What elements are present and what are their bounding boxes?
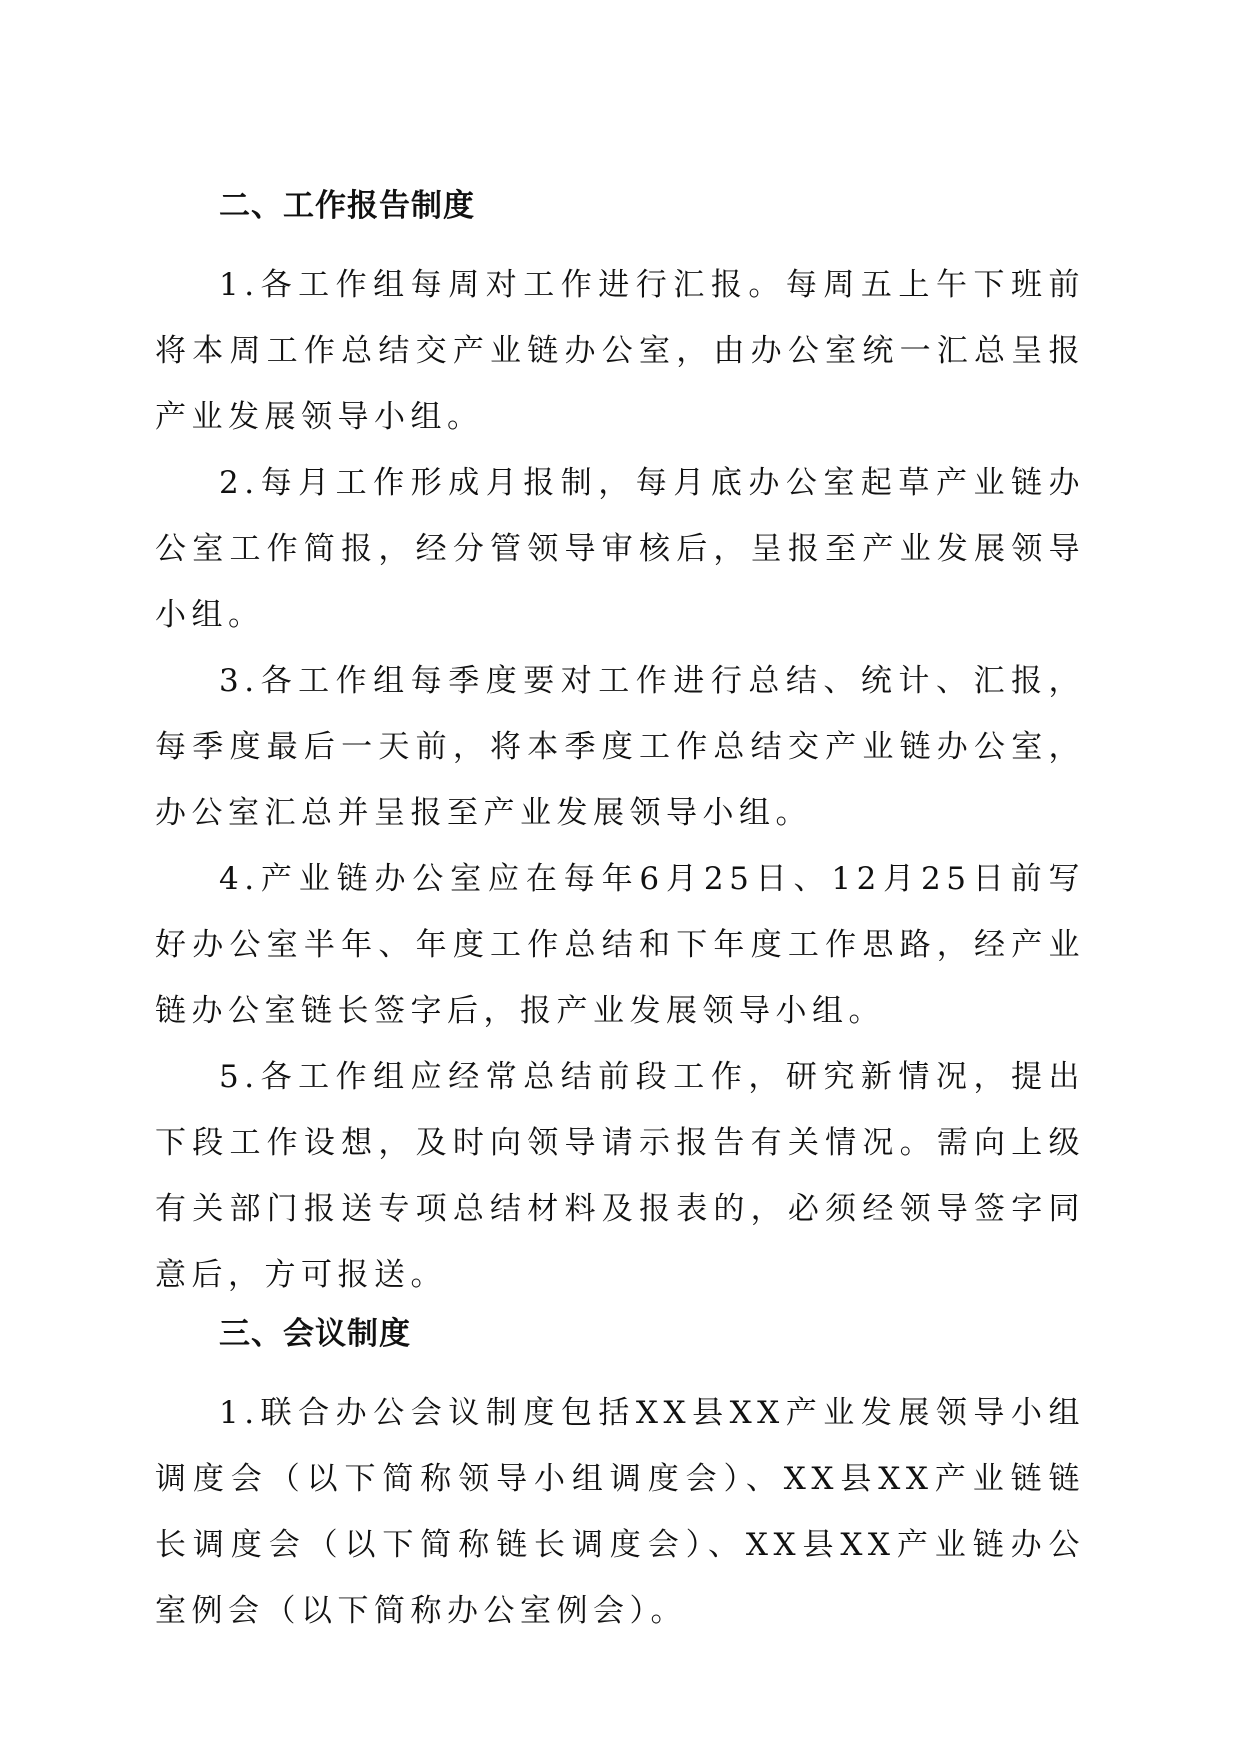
paragraph-report-special: 5.各工作组应经常总结前段工作，研究新情况，提出下段工作设想，及时向领导请示报告有关情况。需向上级有关部门报送专项总结材料及报表的，必须经领导签字同意后，方可报送。 xyxy=(155,1059,1085,1293)
paragraph-report-quarterly: 3.各工作组每季度要对工作进行总结、统计、汇报，每季度最后一天前，将本季度工作总结交产业链办公室，办公室汇总并呈报至产业发展领导小组。 xyxy=(155,663,1085,831)
section-heading-work-report: 二、工作报告制度 xyxy=(219,188,475,224)
paragraph-report-weekly: 1.各工作组每周对工作进行汇报。每周五上午下班前将本周工作总结交产业链办公室，由办公室统一汇总呈报产业发展领导小组。 xyxy=(155,267,1085,435)
section-heading-meeting: 三、会议制度 xyxy=(219,1316,411,1352)
paragraph-meeting-system: 1.联合办公会议制度包括XX县XX产业发展领导小组调度会（以下简称领导小组调度会）、XX县XX产业链链长调度会（以下简称链长调度会）、XX县XX产业链办公室例会（以下简称办公室例会）。 xyxy=(155,1395,1085,1629)
paragraph-report-annual: 4.产业链办公室应在每年6月25日、12月25日前写好办公室半年、年度工作总结和下年度工作思路，经产业链办公室链长签字后，报产业发展领导小组。 xyxy=(155,861,1085,1029)
document-body xyxy=(155,186,1085,1644)
paragraph-report-monthly: 2.每月工作形成月报制，每月底办公室起草产业链办公室工作简报，经分管领导审核后，呈报至产业发展领导小组。 xyxy=(155,465,1085,633)
